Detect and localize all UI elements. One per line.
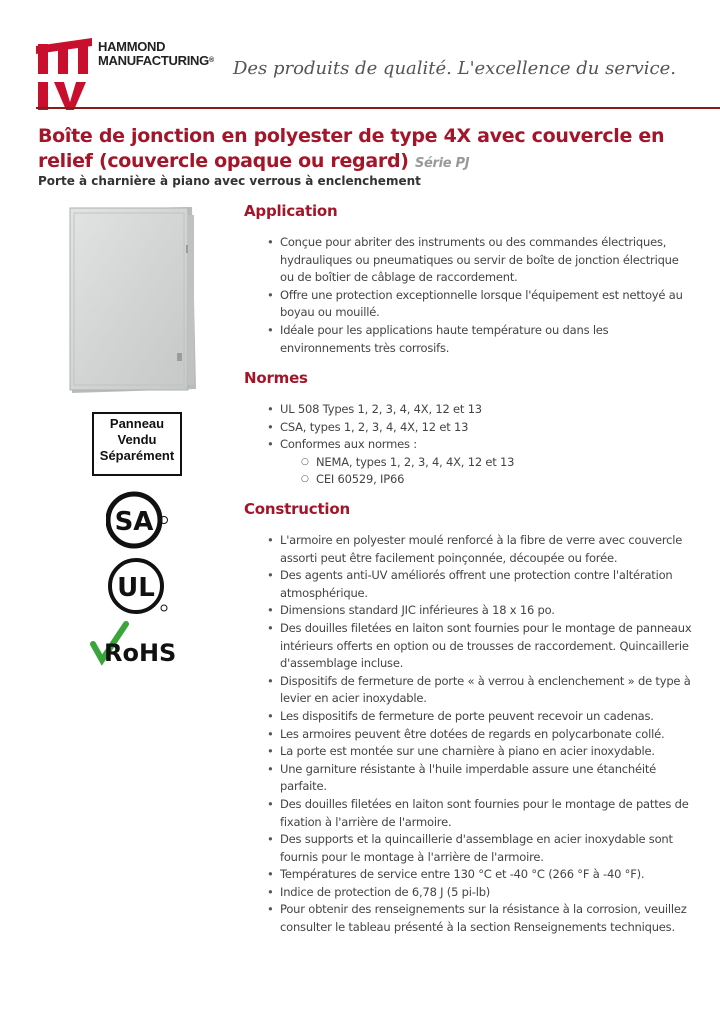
svg-text:RoHS: RoHS	[104, 639, 177, 666]
application-heading: Application	[244, 202, 338, 220]
list-item: • Les armoires peuvent être dotées de regards en polycarbonate collé.	[244, 726, 694, 744]
application-list	[244, 234, 694, 357]
list-item: • L'armoire en polyester moulé renforcé à la fibre de verre avec couvercle assorti peut être facilement poinçonnée, découpée ou forée.	[244, 532, 694, 567]
list-item: • Les dispositifs de fermeture de porte peuvent recevoir un cadenas.	[244, 708, 694, 726]
construction-list	[244, 532, 694, 937]
list-item: • Offre une protection exceptionnelle lorsque l'équipement est nettoyé au boyau ou mouillé.	[244, 287, 694, 322]
list-subitem: ○ CEI 60529, IP66	[244, 471, 694, 489]
construction-heading: Construction	[244, 500, 350, 518]
list-item: • Dispositifs de fermeture de porte « à verrou à enclenchement » de type à levier en acier inoxydable.	[244, 673, 694, 708]
tagline: Des produits de qualité. L'excellence du service.	[232, 58, 676, 79]
page-title: Boîte de jonction en polyester de type 4X avec couvercle en relief (couvercle opaque ou regard) Série PJ	[38, 125, 665, 172]
list-item: • Conçue pour abriter des instruments ou des commandes électriques, hydrauliques ou pneumatiques ou servir de boîte de jonction électrique ou de boîtier de câblage de raccordement.	[244, 234, 694, 287]
application-section	[244, 202, 694, 357]
brand-line-1: HAMMOND	[98, 39, 166, 54]
construction-section	[244, 500, 694, 937]
page-header	[0, 0, 720, 115]
list-item: • Températures de service entre 130 °C et -40 °C (266 °F à -40 °F).	[244, 866, 694, 884]
list-item: • UL 508 Types 1, 2, 3, 4, 4X, 12 et 13	[244, 401, 694, 419]
header-divider	[36, 107, 720, 109]
brand-name	[98, 40, 214, 68]
serie-label: Série PJ	[414, 156, 470, 171]
brand-line-2: MANUFACTURING®	[98, 53, 214, 68]
normes-heading: Normes	[244, 369, 308, 387]
list-item: • Des agents anti-UV améliorés offrent une protection contre l'altération atmosphérique.	[244, 567, 694, 602]
list-item: • Pour obtenir des renseignements sur la résistance à la corrosion, veuillez consulter le tableau présenté à la section Renseignements techniques.	[244, 901, 694, 936]
list-item: • CSA, types 1, 2, 3, 4, 4X, 12 et 13	[244, 419, 694, 437]
hammond-logo-icon	[36, 38, 96, 112]
normes-list	[244, 401, 694, 489]
list-item: • Des supports et la quincaillerie d'assemblage en acier inoxydable sont fournis pour le montage à l'arrière de l'armoire.	[244, 831, 694, 866]
rohs-logo-icon	[90, 620, 184, 666]
enclosure-photo	[60, 205, 200, 395]
ul-logo-icon	[106, 556, 170, 616]
list-item: • Idéale pour les applications haute température ou dans les environnements très corrosifs.	[244, 322, 694, 357]
svg-text:UL: UL	[117, 573, 155, 603]
list-subitem: ○ NEMA, types 1, 2, 3, 4, 4X, 12 et 13	[244, 454, 694, 472]
list-item: • Des douilles filetées en laiton sont fournies pour le montage de pattes de fixation à l'arrière de l'armoire.	[244, 796, 694, 831]
svg-text:SA: SA	[114, 507, 154, 537]
list-item: • La porte est montée sur une charnière à piano en acier inoxydable.	[244, 743, 694, 761]
list-item: • Conformes aux normes :	[244, 436, 694, 454]
list-item: • Indice de protection de 6,78 J (5 pi-lb)	[244, 884, 694, 902]
panel-sold-separately-badge: Panneau Vendu Séparément	[92, 412, 182, 476]
normes-section	[244, 369, 694, 489]
list-item: • Des douilles filetées en laiton sont fournies pour le montage de panneaux intérieurs offerts en option ou de trousses de raccordement. Quincaillerie d'assemblage incluse.	[244, 620, 694, 673]
page-subtitle: Porte à charnière à piano avec verrous à enclenchement	[38, 174, 421, 188]
csa-logo-icon	[106, 490, 170, 550]
list-item: • Une garniture résistante à l'huile imperdable assure une étanchéité parfaite.	[244, 761, 694, 796]
list-item: • Dimensions standard JIC inférieures à 18 x 16 po.	[244, 602, 694, 620]
